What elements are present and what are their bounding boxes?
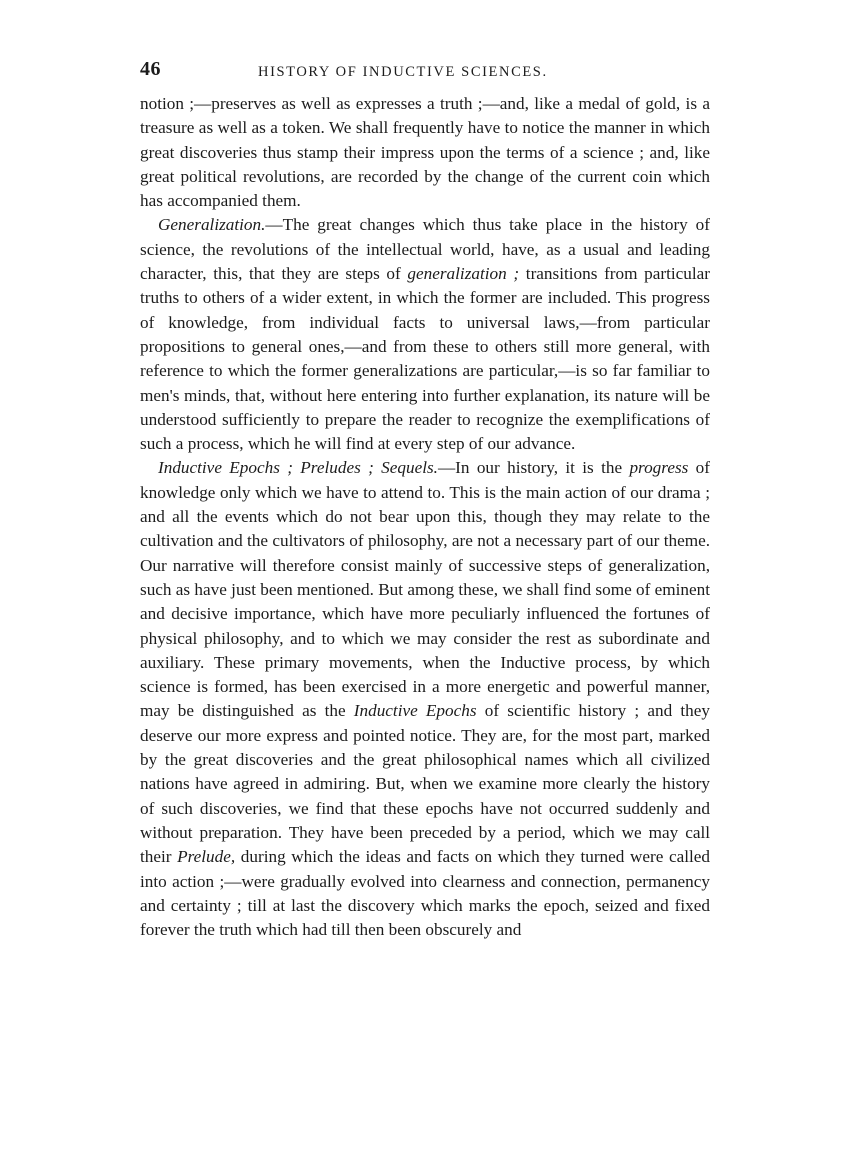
paragraph-text: transitions from particular truths to others of a wider extent, in which the former are included. This progress of knowledge, from individual facts to universal laws,—from particular propositions to general ones,—and from these to others still more general, with reference to which the former generalizations are particular,—is so far familiar to men's minds, that, without here entering into further explanation, its nature will be understood sufficiently to prepare the reader to recognize the exemplifications of such a process, which he will find at every step of our advance. <box>140 264 710 454</box>
section-heading-generalization: Generalization. <box>158 215 266 235</box>
page-header <box>140 58 710 92</box>
page-number: 46 <box>140 58 161 80</box>
paragraph-text: during which the ideas and facts on which they turned were called into action ;—were gradually evolved into clearness and connection, permanency and certainty ; till at last the discovery which marks the epoch, seized and fixed forever the truth which had till then been obscurely and <box>140 847 710 940</box>
italic-term: Inductive Epochs <box>353 701 477 721</box>
paragraph-text: —In our history, it is the <box>437 458 630 478</box>
paragraph-text: of scientific history ; and they deserve our more express and pointed notice. They are, for the most part, marked by the great discoveries and the great philosophical names which all civilized nations have agreed in admiring. But, when we examine more clearly the history of such discoveries, we find that these epochs have not occurred suddenly and without preparation. They have been preceded by a period, which we may call their <box>140 701 710 867</box>
paragraph-1: notion ;—preserves as well as expresses a truth ;—and, like a medal of gold, is a treasure as well as a token. We shall frequently have to notice the manner in which great discoveries thus stamp their impress upon the terms of a science ; and, like great political revolutions, are recorded by the change of the current coin which has accompanied them. <box>140 94 710 211</box>
italic-term: Prelude, <box>177 847 236 867</box>
paragraph-text: of knowledge only which we have to attend to. This is the main action of our drama ; and all the events which do not bear upon this, though they may relate to the cultivation and the cultivators of philosophy, are not a necessary part of our theme. Our narrative will therefore consist mainly of successive steps of generalization, such as have just been mentioned. But among these, we shall find some of eminent and decisive importance, which have more peculiarly influenced the fortunes of physical philosophy, and to which we may consider the rest as subordinate and auxiliary. These primary movements, when the Inductive process, by which science is formed, has been exercised in a more energetic and powerful manner, may be distinguished as the <box>140 458 710 721</box>
book-page <box>140 58 710 942</box>
italic-term: progress <box>629 458 689 478</box>
paragraph-inductive-epochs <box>140 456 710 942</box>
italic-term: generalization ; <box>407 264 520 284</box>
running-title: HISTORY OF INDUCTIVE SCIENCES. <box>258 64 548 80</box>
paragraph-text: —The great changes which thus take place in the history of science, the revolutions of the intellectual world, have, as a usual and leading character, this, that they are steps of <box>140 215 710 284</box>
paragraph-generalization <box>140 213 710 456</box>
section-heading-inductive-epochs: Inductive Epochs ; Preludes ; Sequels. <box>158 458 438 478</box>
